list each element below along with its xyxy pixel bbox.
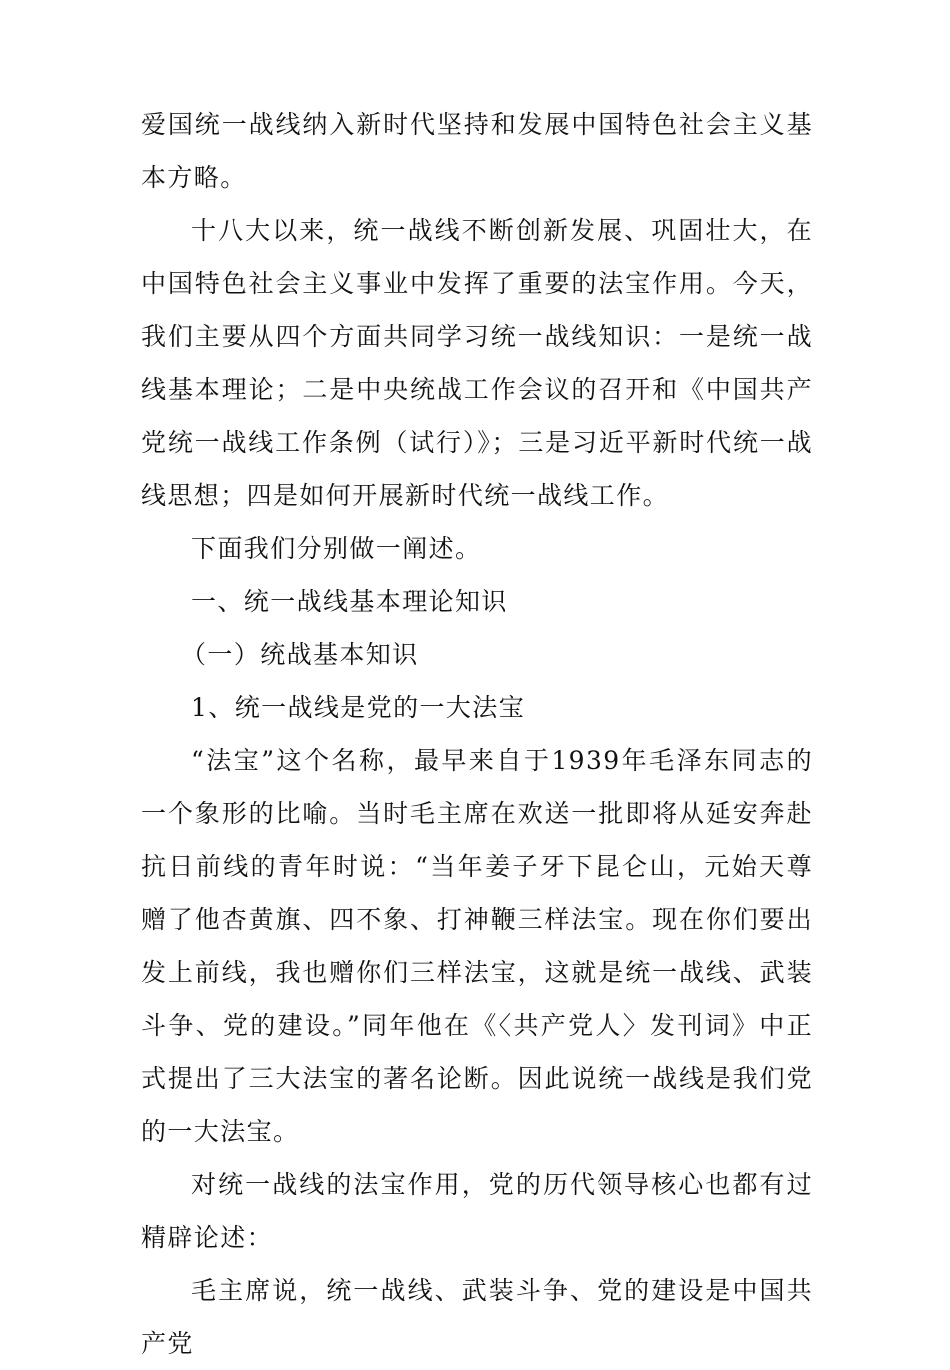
section-heading-basic-theory: 一、统一战线基本理论知识 — [191, 587, 508, 616]
document-body — [141, 98, 813, 1370]
paragraph-transition: 下面我们分别做一阐述。 — [191, 534, 482, 563]
paragraph-leaders-discussion: 对统一战线的法宝作用，党的历代领导核心也都有过精辟论述： — [141, 1170, 813, 1252]
paragraph-mao-quote: 毛主席说，统一战线、武装斗争、党的建设是中国共产党 — [141, 1276, 813, 1358]
paragraph-strategy-continuation: 爱国统一战线纳入新时代坚持和发展中国特色社会主义基本方略。 — [141, 110, 813, 192]
subsection-heading-basic-knowledge: （一）统战基本知识 — [181, 640, 419, 669]
paragraph-magic-weapon-origin: “法宝”这个名称，最早来自于1939年毛泽东同志的一个象形的比喻。当时毛主席在欢送一批即将从延安奔赴抗日前线的青年时说：“当年姜子牙下昆仑山，元始天尊赠了他杏黄旗、四不象、打神鞭三样法宝。现在你们要出发上前线，我也赠你们三样法宝，这就是统一战线、武装斗争、党的建设。”同年他在《〈共产党人〉发刊词》中正式提出了三大法宝的著名论断。因此说统一战线是我们党的一大法宝。 — [141, 746, 813, 1146]
item-heading-magic-weapon: 1、统一战线是党的一大法宝 — [191, 693, 526, 722]
paragraph-introduction: 十八大以来，统一战线不断创新发展、巩固壮大，在中国特色社会主义事业中发挥了重要的法宝作用。今天，我们主要从四个方面共同学习统一战线知识：一是统一战线基本理论；二是中央统战工作会议的召开和《中国共产党统一战线工作条例（试行）》；三是习近平新时代统一战线思想；四是如何开展新时代统一战线工作。 — [141, 216, 813, 510]
